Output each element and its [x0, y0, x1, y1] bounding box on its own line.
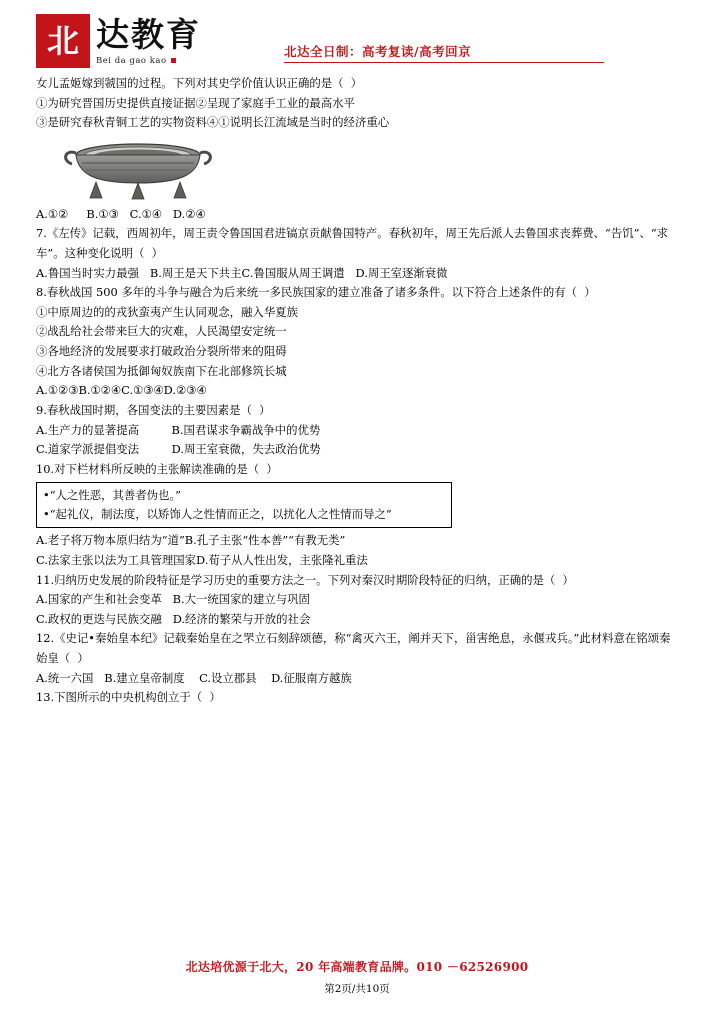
text-line: A.国家的产生和社会变革 B.大一统国家的建立与巩固	[36, 592, 310, 607]
text-line: 7.《左传》记载，西周初年，周王责令鲁国国君进镐京贡献鲁国特产。春秋初年，周王先后派人去鲁国求丧葬费、“告饥”、“求车”。这种变化说明（ ）	[36, 226, 669, 261]
page-number: 第2页/共10页	[324, 983, 390, 995]
logo-pinyin	[96, 56, 201, 66]
text-line: 8.春秋战国 500 多年的斗争与融合为后来统一多民族国家的建立准备了诸多条件。以下符合上述条件的有（ ）	[36, 285, 596, 300]
text-line: 11.归纳历史发展的阶段特征是学习历史的重要方法之一。下列对秦汉时期阶段特征的归纳，正确的是（ ）	[36, 572, 574, 587]
text-line: A.生产力的显著提高 B.国君谋求争霸战争中的优势	[36, 422, 321, 437]
text-line: A.鲁国当时实力最强 B.周王是天下共主C.鲁国服从周王调遣 D.周王室逐渐衰微	[36, 265, 448, 280]
document-body	[0, 64, 714, 708]
logo-pinyin-text: Bei da gao kao	[96, 55, 167, 66]
logo-seal-icon: 北	[36, 14, 90, 68]
logo-text	[96, 14, 201, 66]
material-quote-box	[36, 482, 452, 528]
text-line: ③是研究春秋青铜工艺的实物资料④①说明长江流域是当时的经济重心	[36, 115, 390, 130]
text-line: ③各地经济的发展要求打破政治分裂所带来的阻碍	[36, 344, 287, 359]
banner-title: 北达全日制：高考复读/高考回京	[284, 44, 472, 59]
footer-promo-text: 北达培优源于北大，20 年高端教育品牌。010 －62526900	[185, 960, 529, 974]
text-line: C.道家学派提倡变法 D.周王室衰微，失去政治优势	[36, 442, 321, 457]
text-line: 女儿孟姬嫁到虢国的过程。下列对其史学价值认识正确的是（ ）	[36, 76, 363, 90]
page-header	[0, 0, 714, 64]
text-line: 12.《史记•秦始皇本纪》记载秦始皇在之罘立石刻辞颂德，称“禽灭六王，阐并天下，甾害绝息，永偃戎兵。”此材料意在铭颂秦始皇（ ）	[36, 631, 671, 665]
text-line: C.法家主张以法为工具管理国家D.荀子从人性出发，主张隆礼重法	[36, 552, 368, 567]
header-banner	[284, 42, 604, 63]
text-line: ①为研究晋国历史提供直接证据②呈现了家庭手工业的最高水平	[36, 95, 355, 110]
text-line: 13.下图所示的中央机构创立于（ ）	[36, 690, 221, 705]
text-line: 10.对下栏材料所反映的主张解读准确的是（ ）	[36, 461, 278, 476]
text-line: ④北方各诸侯国为抵御匈奴族南下在北部修筑长城	[36, 363, 287, 378]
text-line: A.老子将万物本原归结为“道”B.孔子主张“性本善”“有教无类”	[36, 533, 346, 548]
bronze-vessel-image	[58, 139, 218, 201]
text-line: A.①②③B.①②④C.①③④D.②③④	[36, 383, 207, 398]
quote-line: •“起礼仪，制法度，以矫饰人之性情而正之，以扰化人之性情而导之”	[43, 506, 392, 521]
text-line: ②战乱给社会带来巨大的灾难，人民渴望安定统一	[36, 324, 287, 339]
text-line: A.①② B.①③ C.①④ D.②④	[36, 206, 206, 221]
text-line: ①中原周边的的戎狄蛮夷产生认同观念，融入华夏族	[36, 304, 298, 319]
quote-line: •“人之性恶，其善者伪也。”	[43, 488, 181, 503]
logo-square-icon	[171, 58, 176, 63]
text-line: A.统一六国 B.建立皇帝制度 C.设立郡县 D.征服南方越族	[36, 670, 352, 685]
page-footer	[0, 958, 714, 996]
logo-company-name: 达教育	[96, 15, 201, 54]
text-line: C.政权的更迭与民族交融 D.经济的繁荣与开放的社会	[36, 611, 311, 626]
banner-divider	[284, 62, 604, 63]
text-line: 9.春秋战国时期，各国变法的主要因素是（ ）	[36, 402, 271, 417]
